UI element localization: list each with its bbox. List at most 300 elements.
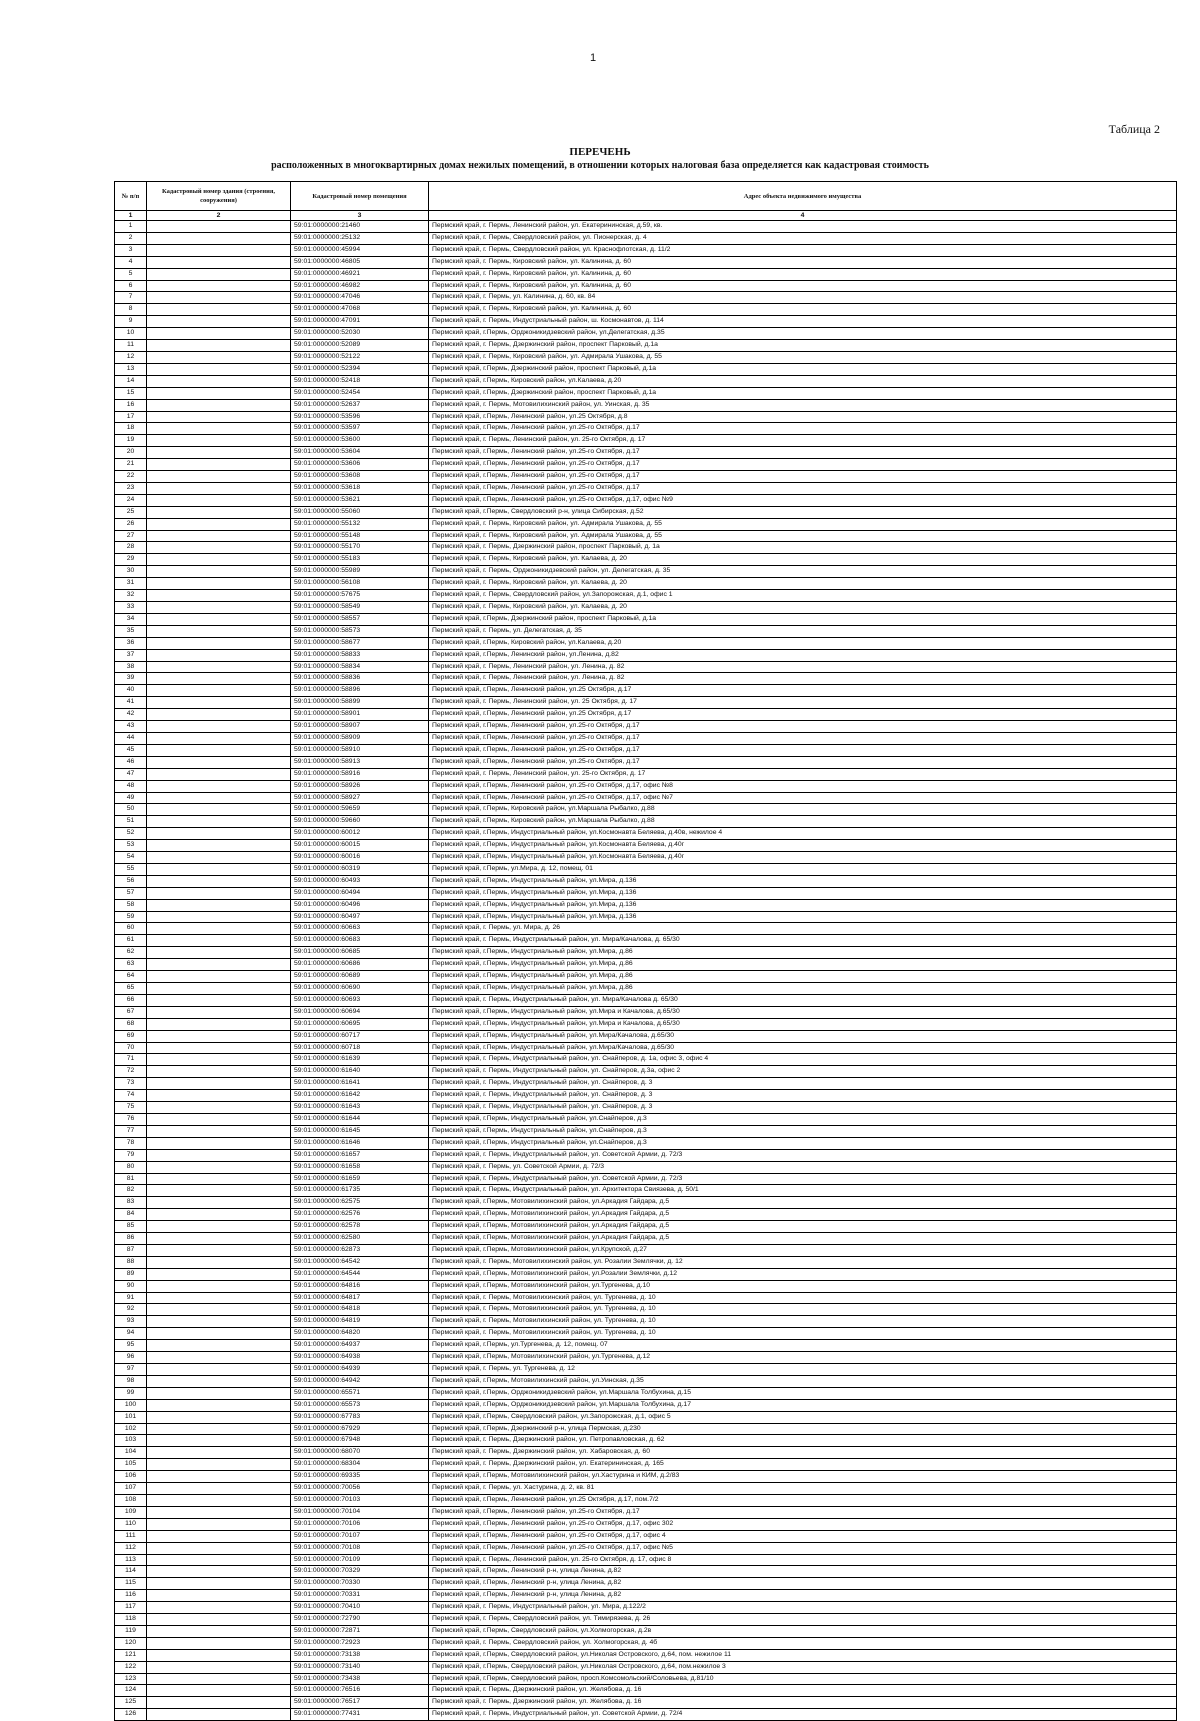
- table-row: [115, 256, 1177, 268]
- building-cadastral-cell: [147, 983, 291, 995]
- column-number: 3: [291, 211, 429, 221]
- building-cadastral-cell: [147, 411, 291, 423]
- address-cell: Пермский край, г. Пермь, Мотовилихинский район, ул. Тургенева, д. 10: [429, 1304, 1177, 1316]
- building-cadastral-cell: [147, 1471, 291, 1483]
- row-number-cell: 114: [115, 1566, 147, 1578]
- table-row: [115, 328, 1177, 340]
- row-number-cell: 24: [115, 494, 147, 506]
- row-number-cell: 125: [115, 1697, 147, 1709]
- building-cadastral-cell: [147, 423, 291, 435]
- table-row: [115, 1090, 1177, 1102]
- building-cadastral-cell: [147, 840, 291, 852]
- address-cell: Пермский край, г.Пермь, Свердловский р-н, улица Сибирская, д.52: [429, 506, 1177, 518]
- table-row: [115, 792, 1177, 804]
- address-cell: Пермский край, г.Пермь, Мотовилихинский район, ул.Аркадия Гайдара, д.5: [429, 1233, 1177, 1245]
- address-cell: Пермский край, г. Пермь, Кировский район, ул. Адмирала Ушакова, д. 55: [429, 518, 1177, 530]
- premises-cadastral-cell: 59:01:0000000:57675: [291, 590, 429, 602]
- premises-cadastral-cell: 59:01:0000000:52030: [291, 328, 429, 340]
- column-header-premises-cadastral: Кадастровый номер помещения: [291, 182, 429, 211]
- building-cadastral-cell: [147, 506, 291, 518]
- building-cadastral-cell: [147, 804, 291, 816]
- address-cell: Пермский край, г.Пермь, Ленинский р-н, улица Ленина, д.82: [429, 1590, 1177, 1602]
- row-number-cell: 60: [115, 923, 147, 935]
- building-cadastral-cell: [147, 1530, 291, 1542]
- premises-cadastral-cell: 59:01:0000000:53604: [291, 447, 429, 459]
- premises-cadastral-cell: 59:01:0000000:72871: [291, 1625, 429, 1637]
- building-cadastral-cell: [147, 685, 291, 697]
- address-cell: Пермский край, г. Пермь, ул. Советской Армии, д. 72/3: [429, 1161, 1177, 1173]
- table-row: [115, 1685, 1177, 1697]
- address-cell: Пермский край, г. Пермь, Дзержинский район, ул. Желябова, д. 16: [429, 1697, 1177, 1709]
- building-cadastral-cell: [147, 1673, 291, 1685]
- table-row: [115, 1221, 1177, 1233]
- address-cell: Пермский край, г.Пермь, Свердловский район, просп.Комсомольский/Соловьева, д.81/10: [429, 1673, 1177, 1685]
- table-row: [115, 1399, 1177, 1411]
- column-header-number: № п/п: [115, 182, 147, 211]
- row-number-cell: 121: [115, 1649, 147, 1661]
- table-row: [115, 1614, 1177, 1626]
- premises-cadastral-cell: 59:01:0000000:67948: [291, 1435, 429, 1447]
- address-cell: Пермский край, г.Пермь, ул.Тургенева, д. 12, помещ. 07: [429, 1340, 1177, 1352]
- premises-cadastral-cell: 59:01:0000000:58836: [291, 673, 429, 685]
- row-number-cell: 116: [115, 1590, 147, 1602]
- table-row: [115, 899, 1177, 911]
- row-number-cell: 1: [115, 221, 147, 233]
- row-number-cell: 53: [115, 840, 147, 852]
- table-row: [115, 1233, 1177, 1245]
- building-cadastral-cell: [147, 661, 291, 673]
- address-cell: Пермский край, г. Пермь, Ленинский район, ул. Ленина, д. 82: [429, 673, 1177, 685]
- building-cadastral-cell: [147, 590, 291, 602]
- table-row: [115, 1006, 1177, 1018]
- address-cell: Пермский край, г. Пермь, Ленинский район, ул. Екатерининская, д.59, кв.: [429, 221, 1177, 233]
- row-number-cell: 18: [115, 423, 147, 435]
- premises-cadastral-cell: 59:01:0000000:62575: [291, 1197, 429, 1209]
- table-row: [115, 852, 1177, 864]
- building-cadastral-cell: [147, 1090, 291, 1102]
- building-cadastral-cell: [147, 1268, 291, 1280]
- building-cadastral-cell: [147, 1566, 291, 1578]
- premises-cadastral-cell: 59:01:0000000:61644: [291, 1113, 429, 1125]
- premises-cadastral-cell: 59:01:0000000:64937: [291, 1340, 429, 1352]
- building-cadastral-cell: [147, 1102, 291, 1114]
- table-body: [115, 221, 1177, 1721]
- table-row: [115, 1578, 1177, 1590]
- premises-cadastral-cell: 59:01:0000000:64544: [291, 1268, 429, 1280]
- row-number-cell: 27: [115, 530, 147, 542]
- table-row: [115, 316, 1177, 328]
- row-number-cell: 30: [115, 566, 147, 578]
- building-cadastral-cell: [147, 875, 291, 887]
- building-cadastral-cell: [147, 268, 291, 280]
- address-cell: Пермский край, г. Пермь, Дзержинский район, проспект Парковый, д. 1а: [429, 542, 1177, 554]
- address-cell: Пермский край, г.Пермь, Дзержинский район, проспект Парковый, д.1а: [429, 363, 1177, 375]
- address-cell: Пермский край, г. Пермь, Индустриальный район, ул. Мира/Качалова, д. 65/30: [429, 935, 1177, 947]
- premises-cadastral-cell: 59:01:0000000:47046: [291, 292, 429, 304]
- table-row: [115, 1328, 1177, 1340]
- premises-cadastral-cell: 59:01:0000000:70106: [291, 1518, 429, 1530]
- row-number-cell: 20: [115, 447, 147, 459]
- row-number-cell: 88: [115, 1256, 147, 1268]
- table-row: [115, 1554, 1177, 1566]
- building-cadastral-cell: [147, 554, 291, 566]
- row-number-cell: 31: [115, 578, 147, 590]
- address-cell: Пермский край, г.Пермь, Индустриальный район, ул.Мира, д.86: [429, 959, 1177, 971]
- premises-cadastral-cell: 59:01:0000000:64542: [291, 1256, 429, 1268]
- premises-cadastral-cell: 59:01:0000000:61645: [291, 1125, 429, 1137]
- building-cadastral-cell: [147, 1352, 291, 1364]
- building-cadastral-cell: [147, 1030, 291, 1042]
- row-number-cell: 68: [115, 1018, 147, 1030]
- row-number-cell: 97: [115, 1364, 147, 1376]
- premises-cadastral-cell: 59:01:0000000:60494: [291, 887, 429, 899]
- row-number-cell: 13: [115, 363, 147, 375]
- premises-cadastral-cell: 59:01:0000000:56108: [291, 578, 429, 590]
- table-row: [115, 1030, 1177, 1042]
- premises-cadastral-cell: 59:01:0000000:58916: [291, 768, 429, 780]
- premises-cadastral-cell: 59:01:0000000:58557: [291, 613, 429, 625]
- building-cadastral-cell: [147, 1625, 291, 1637]
- building-cadastral-cell: [147, 542, 291, 554]
- address-cell: Пермский край, г. Пермь, Свердловский район, ул. Холмогорская, д. 4б: [429, 1637, 1177, 1649]
- row-number-cell: 96: [115, 1352, 147, 1364]
- row-number-cell: 2: [115, 232, 147, 244]
- address-cell: Пермский край, г.Пермь, Орджоникидзевский район, ул.Делегатская, д.35: [429, 328, 1177, 340]
- premises-cadastral-cell: 59:01:0000000:62578: [291, 1221, 429, 1233]
- row-number-cell: 28: [115, 542, 147, 554]
- premises-cadastral-cell: 59:01:0000000:62580: [291, 1233, 429, 1245]
- table-row: [115, 578, 1177, 590]
- premises-cadastral-cell: 59:01:0000000:61641: [291, 1078, 429, 1090]
- building-cadastral-cell: [147, 911, 291, 923]
- address-cell: Пермский край, г.Пермь, Индустриальный район, ул.Снайперов, д.3: [429, 1113, 1177, 1125]
- building-cadastral-cell: [147, 744, 291, 756]
- column-number: 2: [147, 211, 291, 221]
- building-cadastral-cell: [147, 1435, 291, 1447]
- table-row: [115, 1244, 1177, 1256]
- premises-cadastral-cell: 59:01:0000000:58907: [291, 721, 429, 733]
- table-row: [115, 1709, 1177, 1721]
- building-cadastral-cell: [147, 1066, 291, 1078]
- document-subtitle: расположенных в многоквартирных домах нежилых помещений, в отношении которых налоговая база определяется как кадастровая стоимость: [271, 160, 929, 171]
- building-cadastral-cell: [147, 1006, 291, 1018]
- table-row: [115, 744, 1177, 756]
- table-row: [115, 1113, 1177, 1125]
- row-number-cell: 42: [115, 709, 147, 721]
- address-cell: Пермский край, г.Пермь, Ленинский район, ул.25 Октября, д.17: [429, 709, 1177, 721]
- building-cadastral-cell: [147, 1018, 291, 1030]
- row-number-cell: 21: [115, 459, 147, 471]
- building-cadastral-cell: [147, 1399, 291, 1411]
- table-row: [115, 804, 1177, 816]
- premises-cadastral-cell: 59:01:0000000:70108: [291, 1542, 429, 1554]
- row-number-cell: 59: [115, 911, 147, 923]
- row-number-cell: 101: [115, 1411, 147, 1423]
- address-cell: Пермский край, г.Пермь, Ленинский район, ул.25-го Октября, д.17, офис №5: [429, 1542, 1177, 1554]
- building-cadastral-cell: [147, 328, 291, 340]
- row-number-cell: 87: [115, 1244, 147, 1256]
- row-number-cell: 74: [115, 1090, 147, 1102]
- row-number-cell: 5: [115, 268, 147, 280]
- premises-cadastral-cell: 59:01:0000000:58926: [291, 780, 429, 792]
- premises-cadastral-cell: 59:01:0000000:67929: [291, 1423, 429, 1435]
- table-row: [115, 542, 1177, 554]
- row-number-cell: 8: [115, 304, 147, 316]
- table-row: [115, 709, 1177, 721]
- row-number-cell: 51: [115, 816, 147, 828]
- address-cell: Пермский край, г. Пермь, Мотовилихинский район, ул. Тургенева, д. 10: [429, 1316, 1177, 1328]
- premises-cadastral-cell: 59:01:0000000:53608: [291, 471, 429, 483]
- premises-cadastral-cell: 59:01:0000000:60319: [291, 863, 429, 875]
- address-cell: Пермский край, г. Пермь, Индустриальный район, ул. Снайперов, д. 3: [429, 1102, 1177, 1114]
- address-cell: Пермский край, г.Пермь, Орджоникидзевский район, ул.Маршала Толбухина, д.17: [429, 1399, 1177, 1411]
- building-cadastral-cell: [147, 1447, 291, 1459]
- row-number-cell: 93: [115, 1316, 147, 1328]
- building-cadastral-cell: [147, 649, 291, 661]
- building-cadastral-cell: [147, 304, 291, 316]
- row-number-cell: 98: [115, 1375, 147, 1387]
- premises-cadastral-cell: 59:01:0000000:77431: [291, 1709, 429, 1721]
- table-row: [115, 602, 1177, 614]
- building-cadastral-cell: [147, 602, 291, 614]
- premises-cadastral-cell: 59:01:0000000:58913: [291, 756, 429, 768]
- building-cadastral-cell: [147, 578, 291, 590]
- building-cadastral-cell: [147, 1661, 291, 1673]
- address-cell: Пермский край, г. Пермь, Дзержинский район, проспект Парковый, д.1а: [429, 340, 1177, 352]
- building-cadastral-cell: [147, 1209, 291, 1221]
- row-number-cell: 67: [115, 1006, 147, 1018]
- address-cell: Пермский край, г.Пермь, Ленинский район, ул.25 Октября, д.17: [429, 685, 1177, 697]
- premises-cadastral-cell: 59:01:0000000:55060: [291, 506, 429, 518]
- building-cadastral-cell: [147, 613, 291, 625]
- table-row: [115, 816, 1177, 828]
- building-cadastral-cell: [147, 1614, 291, 1626]
- premises-cadastral-cell: 59:01:0000000:62873: [291, 1244, 429, 1256]
- row-number-cell: 46: [115, 756, 147, 768]
- row-number-cell: 62: [115, 947, 147, 959]
- premises-cadastral-cell: 59:01:0000000:58677: [291, 637, 429, 649]
- table-row: [115, 935, 1177, 947]
- table-label: Таблица 2: [1108, 122, 1160, 136]
- premises-cadastral-cell: 59:01:0000000:46982: [291, 280, 429, 292]
- table-row: [115, 518, 1177, 530]
- building-cadastral-cell: [147, 1137, 291, 1149]
- building-cadastral-cell: [147, 1125, 291, 1137]
- building-cadastral-cell: [147, 792, 291, 804]
- table-row: [115, 1268, 1177, 1280]
- building-cadastral-cell: [147, 899, 291, 911]
- table-row: [115, 435, 1177, 447]
- row-number-cell: 105: [115, 1459, 147, 1471]
- address-cell: Пермский край, г. Пермь, Индустриальный район, ш. Космонавтов, д. 114: [429, 316, 1177, 328]
- premises-cadastral-cell: 59:01:0000000:73138: [291, 1649, 429, 1661]
- premises-cadastral-cell: 59:01:0000000:70056: [291, 1483, 429, 1495]
- table-row: [115, 375, 1177, 387]
- row-number-cell: 22: [115, 471, 147, 483]
- premises-cadastral-cell: 59:01:0000000:70109: [291, 1554, 429, 1566]
- property-table: [114, 181, 1177, 1721]
- table-row: [115, 292, 1177, 304]
- table-row: [115, 1494, 1177, 1506]
- premises-cadastral-cell: 59:01:0000000:58896: [291, 685, 429, 697]
- building-cadastral-cell: [147, 363, 291, 375]
- table-row: [115, 459, 1177, 471]
- address-cell: Пермский край, г. Пермь, Индустриальный район, ул. Снайперов, д. 3: [429, 1090, 1177, 1102]
- row-number-cell: 3: [115, 244, 147, 256]
- row-number-cell: 84: [115, 1209, 147, 1221]
- address-cell: Пермский край, г. Пермь, Свердловский район, ул. Краснофлотская, д. 11/2: [429, 244, 1177, 256]
- address-cell: Пермский край, г.Пермь, Орджоникидзевский район, ул.Маршала Толбухина, д.15: [429, 1387, 1177, 1399]
- table-row: [115, 994, 1177, 1006]
- premises-cadastral-cell: 59:01:0000000:58834: [291, 661, 429, 673]
- premises-cadastral-cell: 59:01:0000000:59659: [291, 804, 429, 816]
- building-cadastral-cell: [147, 852, 291, 864]
- table-row: [115, 1625, 1177, 1637]
- address-cell: Пермский край, г.Пермь, Ленинский район, ул.25-го Октября, д.17, офис №9: [429, 494, 1177, 506]
- address-cell: Пермский край, г.Пермь, Свердловский район, ул.Запорожская, д.1, офис 5: [429, 1411, 1177, 1423]
- table-row: [115, 1673, 1177, 1685]
- building-cadastral-cell: [147, 1256, 291, 1268]
- row-number-cell: 43: [115, 721, 147, 733]
- address-cell: Пермский край, г.Пермь, Ленинский район, ул.25-го Октября, д.17: [429, 447, 1177, 459]
- row-number-cell: 4: [115, 256, 147, 268]
- row-number-cell: 92: [115, 1304, 147, 1316]
- row-number-cell: 73: [115, 1078, 147, 1090]
- row-number-cell: 122: [115, 1661, 147, 1673]
- premises-cadastral-cell: 59:01:0000000:53600: [291, 435, 429, 447]
- building-cadastral-cell: [147, 482, 291, 494]
- address-cell: Пермский край, г.Пермь, Индустриальный район, ул.Космонавта Беляева, д.40г: [429, 840, 1177, 852]
- row-number-cell: 11: [115, 340, 147, 352]
- premises-cadastral-cell: 59:01:0000000:60694: [291, 1006, 429, 1018]
- premises-cadastral-cell: 59:01:0000000:69335: [291, 1471, 429, 1483]
- address-cell: Пермский край, г. Пермь, Кировский район, ул. Калинина, д. 60: [429, 304, 1177, 316]
- premises-cadastral-cell: 59:01:0000000:52122: [291, 351, 429, 363]
- table-row: [115, 1078, 1177, 1090]
- address-cell: Пермский край, г.Пермь, Ленинский р-н, улица Ленина, д.82: [429, 1578, 1177, 1590]
- table-row: [115, 1542, 1177, 1554]
- address-cell: Пермский край, г.Пермь, Индустриальный район, ул.Мира, д.136: [429, 887, 1177, 899]
- table-row: [115, 1637, 1177, 1649]
- building-cadastral-cell: [147, 780, 291, 792]
- row-number-cell: 65: [115, 983, 147, 995]
- premises-cadastral-cell: 59:01:0000000:61657: [291, 1149, 429, 1161]
- premises-cadastral-cell: 59:01:0000000:70103: [291, 1494, 429, 1506]
- row-number-cell: 41: [115, 697, 147, 709]
- premises-cadastral-cell: 59:01:0000000:61658: [291, 1161, 429, 1173]
- row-number-cell: 9: [115, 316, 147, 328]
- building-cadastral-cell: [147, 471, 291, 483]
- premises-cadastral-cell: 59:01:0000000:60493: [291, 875, 429, 887]
- address-cell: Пермский край, г.Пермь, Ленинский район, ул.25-го Октября, д.17: [429, 732, 1177, 744]
- table-row: [115, 756, 1177, 768]
- table-row: [115, 351, 1177, 363]
- row-number-cell: 6: [115, 280, 147, 292]
- table-row: [115, 1566, 1177, 1578]
- building-cadastral-cell: [147, 435, 291, 447]
- address-cell: Пермский край, г. Пермь, Индустриальный район, ул. Архитектора Свиязева, д. 50/1: [429, 1185, 1177, 1197]
- building-cadastral-cell: [147, 1506, 291, 1518]
- address-cell: Пермский край, г.Пермь, Ленинский район, ул.25 Октября, д.8: [429, 411, 1177, 423]
- row-number-cell: 81: [115, 1173, 147, 1185]
- building-cadastral-cell: [147, 673, 291, 685]
- premises-cadastral-cell: 59:01:0000000:68070: [291, 1447, 429, 1459]
- premises-cadastral-cell: 59:01:0000000:76517: [291, 1697, 429, 1709]
- column-number: 1: [115, 211, 147, 221]
- table-row: [115, 768, 1177, 780]
- address-cell: Пермский край, г. Пермь, Орджоникидзевский район, ул. Делегатская, д. 35: [429, 566, 1177, 578]
- building-cadastral-cell: [147, 256, 291, 268]
- address-cell: Пермский край, г.Пермь, Ленинский район, ул.25-го Октября, д.17: [429, 744, 1177, 756]
- table-row: [115, 1352, 1177, 1364]
- table-row: [115, 1304, 1177, 1316]
- table-row: [115, 983, 1177, 995]
- address-cell: Пермский край, г.Пермь, Ленинский район, ул.25-го Октября, д.17, офис №8: [429, 780, 1177, 792]
- building-cadastral-cell: [147, 1602, 291, 1614]
- premises-cadastral-cell: 59:01:0000000:73140: [291, 1661, 429, 1673]
- address-cell: Пермский край, г.Пермь, Мотовилихинский район, ул.Хастурина и КИМ, д.2/83: [429, 1471, 1177, 1483]
- row-number-cell: 113: [115, 1554, 147, 1566]
- premises-cadastral-cell: 59:01:0000000:55989: [291, 566, 429, 578]
- address-cell: Пермский край, г.Пермь, Свердловский район, ул.Николая Островского, д.64, пом.нежилое 3: [429, 1661, 1177, 1673]
- table-row: [115, 1018, 1177, 1030]
- address-cell: Пермский край, г. Пермь, Ленинский район, ул. 25-го Октября, д. 17: [429, 768, 1177, 780]
- building-cadastral-cell: [147, 1459, 291, 1471]
- building-cadastral-cell: [147, 1483, 291, 1495]
- row-number-cell: 100: [115, 1399, 147, 1411]
- premises-cadastral-cell: 59:01:0000000:64938: [291, 1352, 429, 1364]
- premises-cadastral-cell: 59:01:0000000:70104: [291, 1506, 429, 1518]
- address-cell: Пермский край, г.Пермь, Ленинский район, ул.25-го Октября, д.17, офис №7: [429, 792, 1177, 804]
- address-cell: Пермский край, г. Пермь, Кировский район, ул. Адмирала Ушакова, д. 55: [429, 530, 1177, 542]
- building-cadastral-cell: [147, 1411, 291, 1423]
- premises-cadastral-cell: 59:01:0000000:46921: [291, 268, 429, 280]
- row-number-cell: 89: [115, 1268, 147, 1280]
- building-cadastral-cell: [147, 232, 291, 244]
- premises-cadastral-cell: 59:01:0000000:60686: [291, 959, 429, 971]
- address-cell: Пермский край, г.Пермь, Индустриальный район, ул.Снайперов, д.3: [429, 1137, 1177, 1149]
- table-row: [115, 911, 1177, 923]
- premises-cadastral-cell: 59:01:0000000:61646: [291, 1137, 429, 1149]
- address-cell: Пермский край, г.Пермь, Индустриальный район, ул.Мира и Качалова, д.65/30: [429, 1018, 1177, 1030]
- row-number-cell: 117: [115, 1602, 147, 1614]
- premises-cadastral-cell: 59:01:0000000:21460: [291, 221, 429, 233]
- premises-cadastral-cell: 59:01:0000000:64820: [291, 1328, 429, 1340]
- table-row: [115, 1185, 1177, 1197]
- premises-cadastral-cell: 59:01:0000000:52454: [291, 387, 429, 399]
- row-number-cell: 70: [115, 1042, 147, 1054]
- premises-cadastral-cell: 59:01:0000000:60012: [291, 828, 429, 840]
- table-row: [115, 1423, 1177, 1435]
- row-number-cell: 71: [115, 1054, 147, 1066]
- row-number-cell: 79: [115, 1149, 147, 1161]
- building-cadastral-cell: [147, 1423, 291, 1435]
- row-number-cell: 40: [115, 685, 147, 697]
- premises-cadastral-cell: 59:01:0000000:58909: [291, 732, 429, 744]
- table-row: [115, 482, 1177, 494]
- row-number-cell: 44: [115, 732, 147, 744]
- row-number-cell: 15: [115, 387, 147, 399]
- row-number-cell: 69: [115, 1030, 147, 1042]
- row-number-cell: 54: [115, 852, 147, 864]
- row-number-cell: 63: [115, 959, 147, 971]
- table-row: [115, 1102, 1177, 1114]
- table-row: [115, 875, 1177, 887]
- row-number-cell: 119: [115, 1625, 147, 1637]
- address-cell: Пермский край, г. Пермь, Мотовилихинский район, ул. Уинская, д. 35: [429, 399, 1177, 411]
- table-row: [115, 221, 1177, 233]
- row-number-cell: 33: [115, 602, 147, 614]
